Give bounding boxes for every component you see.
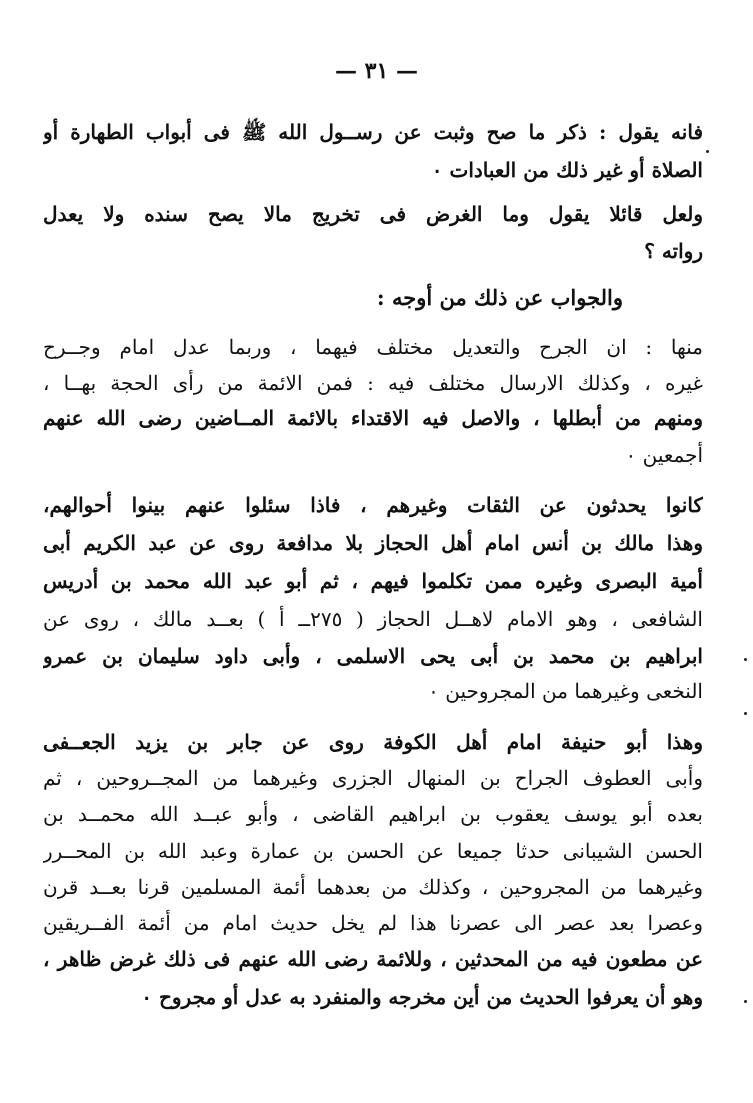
text-line: غيره ، وكذلك الارسال مختلف فيه : فمن الائمة من رأى الحجة بهــا ،	[43, 371, 703, 395]
text-line: الشافعى ، وهو الامام لاهــل الحجاز ( ٢٧٥ــ أ ) بعــد مالك ، روى عن	[43, 607, 703, 631]
text-line: الحسن الشيبانى حدثا جميعا عن الحسن بن عمارة وعبد الله بن المحــرر	[43, 839, 703, 863]
text-line: وهو أن يعرفوا الحديث من أين مخرجه والمنفرد به عدل أو مجروح ٠	[141, 985, 703, 1009]
scan-speck	[706, 150, 709, 153]
text-line: وهذا مالك بن أنس امام أهل الحجاز بلا مدافعة روى عن عبد الكريم أبى	[43, 531, 703, 555]
text-line: فانه يقول : ذكر ما صح وثبت عن رســول الله ﷺ فى أبواب الطهارة أو	[43, 120, 703, 144]
text-line: كانوا يحدثون عن الثقات وغيرهم ، فاذا سئلوا عنهم بينوا أحوالهم،	[43, 493, 703, 517]
text-line: الصلاة أو غير ذلك من العبادات ٠	[431, 158, 703, 182]
text-line: أمية البصرى وغيره ممن تكلموا فيهم ، ثم أبو عبد الله محمد بن أدريس	[43, 569, 703, 593]
text-line: وعصرا بعد عصر الى عصرنا هذا لم يخل حديث امام من أئمة الفــريقين	[43, 911, 703, 935]
text-line: النخعى وغيرهما من المجروحين ٠	[428, 679, 703, 703]
scan-speck	[744, 1000, 747, 1003]
text-line: وهذا أبو حنيفة امام أهل الكوفة روى عن جابر بن يزيد الجعــفى	[43, 730, 703, 754]
text-line: منها : ان الجرح والتعديل مختلف فيهما ، وربما عدل امام وجــرح	[43, 335, 703, 359]
text-line: ومنهم من أبطلها ، والاصل فيه الاقتداء بالائمة المــاضين رضى الله عنهم	[43, 406, 703, 430]
text-line: بعده أبو يوسف يعقوب بن ابراهيم القاضى ، وأبو عبــد الله محمــد بن	[43, 802, 703, 826]
section-heading: والجواب عن ذلك من أوجه :	[376, 285, 623, 310]
scan-speck	[744, 658, 747, 661]
text-line: رواته ؟	[644, 239, 703, 263]
text-line: وغيرهما من المجروحين ، وكذلك من بعدهما أئمة المسلمين قرنا بعــد قرن	[43, 875, 703, 899]
text-line: ابراهيم بن محمد بن أبى يحى الاسلمى ، وأبى داود سليمان بن عمرو	[43, 644, 703, 668]
text-line: ولعل قائلا يقول وما الغرض فى تخريج مالا يصح سنده ولا يعدل	[43, 202, 703, 226]
scan-speck	[744, 712, 747, 715]
text-line: عن مطعون فيه من المحدثين ، وللائمة رضى الله عنهم فى ذلك غرض ظاهر ،	[43, 947, 703, 971]
text-line: وأبى العطوف الجراح بن المنهال الجزرى وغيرهما من المجــروحين ، ثم	[43, 766, 703, 790]
page-number: — ٣١ —	[335, 58, 418, 84]
text-line: أجمعين ٠	[625, 443, 703, 467]
